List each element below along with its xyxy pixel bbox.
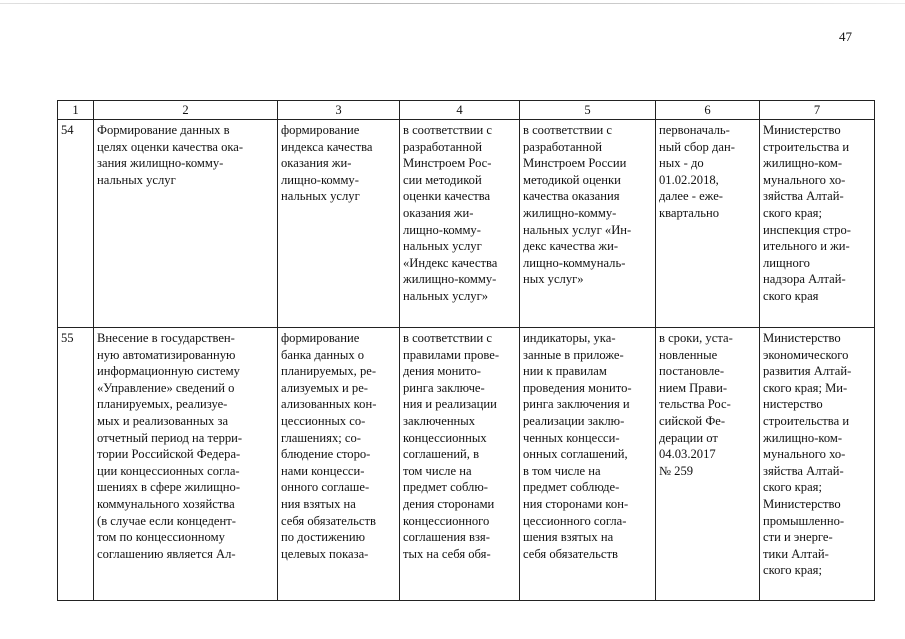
cell-line: себя обязательств [523,546,618,561]
cell-line: жилищно-комму- [523,205,617,220]
table-cell [278,328,400,601]
cell-line: коммунального хозяйства [97,496,235,511]
document-table [57,100,875,601]
row-number: 54 [58,120,94,328]
header-cell: 7 [760,101,875,120]
cell-line: по достижению [281,530,366,545]
cell-line: зяйства Алтай- [763,189,844,204]
cell-line: методикой оценки [523,172,621,187]
cell-line: себя обязательств [281,513,376,528]
cell-line: ции концессионных согла- [97,463,240,478]
cell-line: тики Алтай- [763,546,829,561]
cell-line: блюдение сторо- [281,447,371,462]
cell-line: лищно-коммуналь- [523,255,626,270]
cell-line: формирование [281,331,360,345]
cell-line: развития Алтай- [763,364,852,379]
cell-line: тых на себя обя- [403,546,491,561]
cell-line: дерации от [659,430,718,445]
cell-line: отчетный период на терри- [97,430,243,445]
cell-line: нальных услуг» [403,288,489,303]
cell-line: ского края; Ми- [763,380,848,395]
cell-line: индикаторы, ука- [523,331,616,345]
cell-line: концессионных [403,430,487,445]
cell-line: жилищно-ком- [763,156,843,171]
cell-line: онного соглаше- [281,480,370,495]
cell-line: в соответствии с [523,123,612,137]
cell-line: соглашений, в [403,447,480,462]
cell-line: ных - до [659,156,704,171]
cell-line: ную автоматизированную [97,347,236,362]
cell-line: цессионных со- [281,413,366,428]
row-number: 55 [58,328,94,601]
cell-line: онных соглашений, [523,447,628,462]
cell-line: лищного [763,255,810,270]
cell-line: Минстроем Рос- [403,156,492,171]
header-cell: 2 [94,101,278,120]
cell-line: квартально [659,205,720,220]
table-cell [656,328,760,601]
cell-line: в соответствии с [403,331,492,345]
header-cell: 3 [278,101,400,120]
cell-line: Формирование данных в [97,123,230,137]
cell-line: разработанной [403,139,483,154]
cell-line: мунального хо- [763,172,846,187]
table-row [58,120,875,328]
table-cell [520,120,656,328]
cell-line: нии к правилам [523,364,607,379]
cell-line: нальных услуг «Ин- [523,222,632,237]
cell-line: «Управление» сведений о [97,380,235,395]
cell-line: реализации заклю- [523,413,625,428]
cell-line: формирование [281,123,360,137]
cell-line: целях оценки качества ока- [97,139,244,154]
cell-line: разработанной [523,139,603,154]
cell-line: нальных услуг [281,189,360,204]
table-cell [400,328,520,601]
cell-line: ского края [763,288,819,303]
cell-line: ный сбор дан- [659,139,735,154]
cell-line: ных услуг» [523,272,584,287]
cell-line: далее - еже- [659,189,723,204]
cell-line: ализованных кон- [281,397,377,412]
cell-line: надзора Алтай- [763,272,846,287]
cell-line: ринга заключе- [403,380,485,395]
cell-line: Министерство [763,496,841,511]
cell-line: зания жилищно-комму- [97,156,224,171]
cell-line: сии методикой [403,172,482,187]
page-number: 47 [839,29,852,44]
table-cell [520,328,656,601]
cell-line: соглашения взя- [403,530,490,545]
cell-line: ния и реализации [403,397,497,412]
cell-line: Внесение в государствен- [97,331,235,345]
cell-line: в соответствии с [403,123,492,137]
cell-line: 01.02.2018, [659,172,719,187]
cell-line: инспекция стро- [763,222,851,237]
cell-line: шениях в сфере жилищно- [97,480,241,495]
cell-line: строительства и [763,139,850,154]
cell-line: концессионного [403,513,490,528]
cell-line: занные в приложе- [523,347,624,362]
table-cell [760,120,875,328]
header-cell: 1 [58,101,94,120]
cell-line: информационную систему [97,364,240,379]
header-cell: 6 [656,101,760,120]
cell-line: (в случае если концедент- [97,513,236,528]
cell-line: нами концесси- [281,463,365,478]
cell-line: декс качества жи- [523,239,619,254]
cell-line: постановле- [659,364,725,379]
cell-line: нальных услуг [403,239,482,254]
cell-line: том по концессионному [97,530,225,545]
cell-line: заключенных [403,413,476,428]
cell-line: лищно-комму- [403,222,481,237]
cell-line: в том числе на [523,463,601,478]
cell-line: зяйства Алтай- [763,463,844,478]
cell-line: строительства и [763,413,850,428]
cell-line: банка данных о [281,347,365,362]
cell-line: экономического [763,347,849,362]
cell-line: планируемых, ре- [281,364,377,379]
scan-edge-line [0,3,905,4]
cell-line: соглашению является Ал- [97,546,236,561]
table-cell [94,328,278,601]
cell-line: оказания жи- [281,156,352,171]
cell-line: ского края; [763,205,822,220]
cell-line: мунального хо- [763,447,846,462]
cell-line: ния взятых на [281,496,356,511]
cell-line: тельства Рос- [659,397,731,412]
cell-line: дения сторонами [403,496,495,511]
cell-line: № 259 [659,463,694,478]
cell-line: качества оказания [523,189,620,204]
cell-line: правилами прове- [403,347,500,362]
cell-line: цессионного согла- [523,513,627,528]
cell-line: 04.03.2017 [659,447,716,462]
cell-line: дения монито- [403,364,481,379]
cell-line: сийской Фе- [659,413,726,428]
cell-line: ского края; [763,563,822,578]
table-cell [760,328,875,601]
cell-line: Министерство [763,331,841,345]
cell-line: шения взятых на [523,530,614,545]
table-header-row [58,101,875,120]
cell-line: тории Российской Федера- [97,447,241,462]
table-cell [656,120,760,328]
header-cell: 4 [400,101,520,120]
cell-line: глашениях; со- [281,430,361,445]
cell-line: планируемых, реализуе- [97,397,228,412]
cell-line: сти и энерге- [763,530,833,545]
cell-line: лищно-комму- [281,172,359,187]
cell-line: ченных концесси- [523,430,620,445]
cell-line: жилищно-ком- [763,430,843,445]
table-cell [278,120,400,328]
cell-line: индекса качества [281,139,373,154]
table-cell [400,120,520,328]
cell-line: промышленно- [763,513,845,528]
cell-line: оказания жи- [403,205,474,220]
cell-line: нальных услуг [97,172,176,187]
cell-line: предмет соблюде- [523,480,620,495]
cell-line: ния сторонами кон- [523,496,629,511]
cell-line: целевых показа- [281,546,369,561]
cell-line: ского края; [763,480,822,495]
cell-line: первоначаль- [659,123,730,137]
cell-line: предмет соблю- [403,480,488,495]
cell-line: проведения монито- [523,380,632,395]
table-row [58,328,875,601]
cell-line: ительного и жи- [763,239,850,254]
cell-line: ринга заключения и [523,397,630,412]
cell-line: «Индекс качества [403,255,498,270]
cell-line: Министерство [763,123,841,137]
header-cell: 5 [520,101,656,120]
cell-line: жилищно-комму- [403,272,497,287]
cell-line: ализуемых и ре- [281,380,369,395]
table-cell [94,120,278,328]
cell-line: в сроки, уста- [659,331,733,345]
cell-line: том числе на [403,463,472,478]
cell-line: мых и реализованных за [97,413,229,428]
cell-line: нием Прави- [659,380,728,395]
cell-line: Минстроем России [523,156,627,171]
cell-line: нистерство [763,397,823,412]
cell-line: новленные [659,347,718,362]
cell-line: оценки качества [403,189,491,204]
